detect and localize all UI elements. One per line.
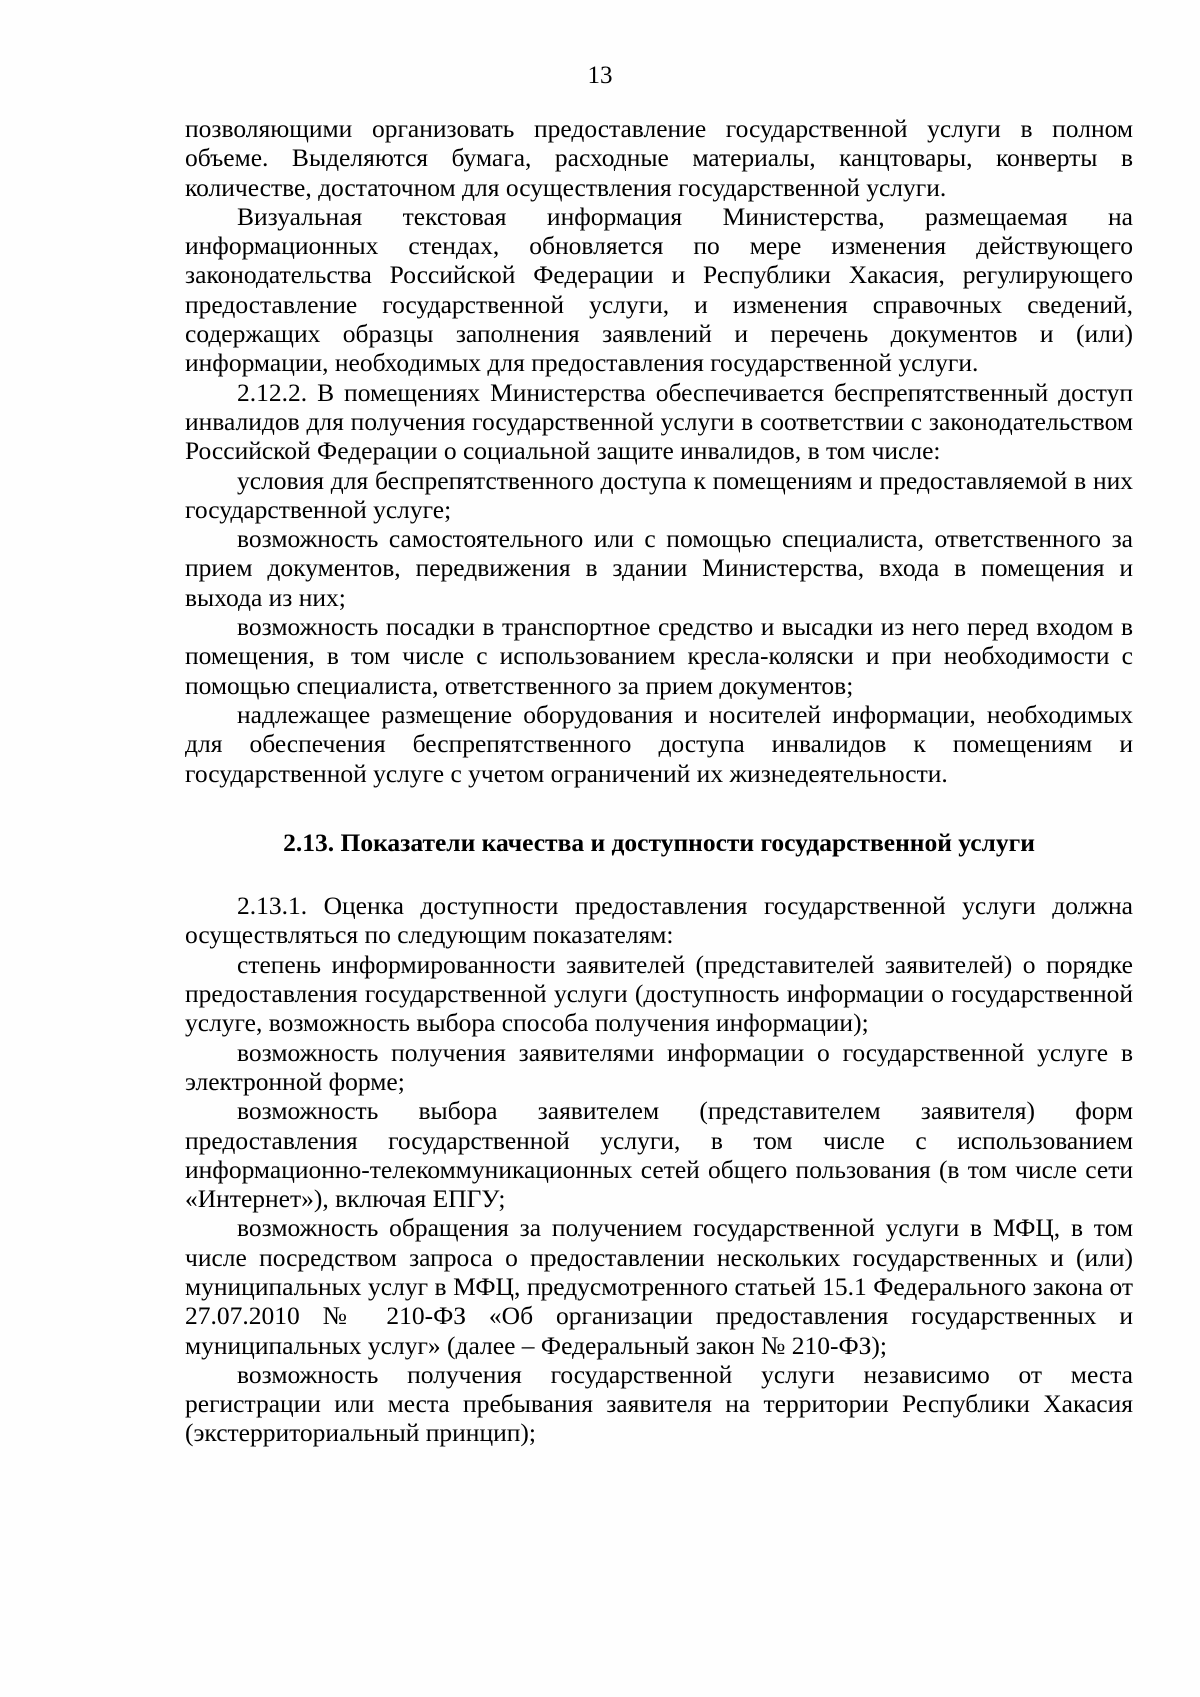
paragraph: позволяющими организовать предоставление государственной услуги в полном объеме. Выделяются бумага, расходные материалы, канцтовары, конверты в количестве, достаточном для осуществления государственной услуги.: [185, 114, 1133, 202]
paragraph: возможность обращения за получением государственной услуги в МФЦ, в том числе посредством запроса о предоставлении нескольких государственных и (или) муниципальных услуг в МФЦ, предусмотренного статьей 15.1 Федерального закона от 27.07.2010 № 210-ФЗ «Об организации предоставления государственных и муниципальных услуг» (далее – Федеральный закон № 210-ФЗ);: [185, 1213, 1133, 1360]
paragraph: возможность выбора заявителем (представителем заявителя) форм предоставления государственной услуги, в том числе с использованием информационно-телекоммуникационных сетей общего пользования (в том числе сети «Интернет»), включая ЕПГУ;: [185, 1096, 1133, 1214]
paragraph-group-bottom: [185, 891, 1133, 1448]
paragraph: степень информированности заявителей (представителей заявителей) о порядке предоставления государственной услуги (доступность информации о государственной услуге, возможность выбора способа получения информации);: [185, 949, 1133, 1038]
paragraph: возможность получения заявителями информации о государственной услуге в электронной форме;: [185, 1037, 1133, 1096]
paragraph: возможность самостоятельного или с помощью специалиста, ответственного за прием документов, передвижения в здании Министерства, входа в помещения и выхода из них;: [185, 524, 1133, 612]
paragraph: 2.12.2. В помещениях Министерства обеспечивается беспрепятственный доступ инвалидов для получения государственной услуги в соответствии с законодательством Российской Федерации о социальной защите инвалидов, в том числе:: [185, 377, 1133, 466]
section-heading: 2.13. Показатели качества и доступности государственной услуги: [283, 827, 1035, 857]
paragraph: 2.13.1. Оценка доступности предоставления государственной услуги должна осуществляться по следующим показателям:: [185, 891, 1133, 950]
paragraph: Визуальная текстовая информация Министерства, размещаемая на информационных стендах, обновляется по мере изменения действующего законодательства Российской Федерации и Республики Хакасия, регулирующего предоставление государственной услуги, и изменения справочных сведений, содержащих образцы заполнения заявлений и перечень документов и (или) информации, необходимых для предоставления государственной услуги.: [185, 201, 1133, 378]
paragraph: возможность получения государственной услуги независимо от места регистрации или места пребывания заявителя на территории Республики Хакасия (экстерриториальный принцип);: [185, 1359, 1133, 1448]
paragraph: надлежащее размещение оборудования и носителей информации, необходимых для обеспечения беспрепятственного доступа инвалидов к помещениям и государственной услуге с учетом ограничений их жизнедеятельности.: [185, 699, 1133, 788]
paragraph: возможность посадки в транспортное средство и высадки из него перед входом в помещения, в том числе с использованием кресла-коляски и при необходимости с помощью специалиста, ответственного за прием документов;: [185, 612, 1133, 700]
page-number: 13: [587, 62, 613, 89]
paragraph-group-top: [185, 114, 1133, 788]
paragraph: условия для беспрепятственного доступа к помещениям и предоставляемой в них государственной услуге;: [185, 465, 1133, 524]
document-body: [185, 114, 1133, 1448]
